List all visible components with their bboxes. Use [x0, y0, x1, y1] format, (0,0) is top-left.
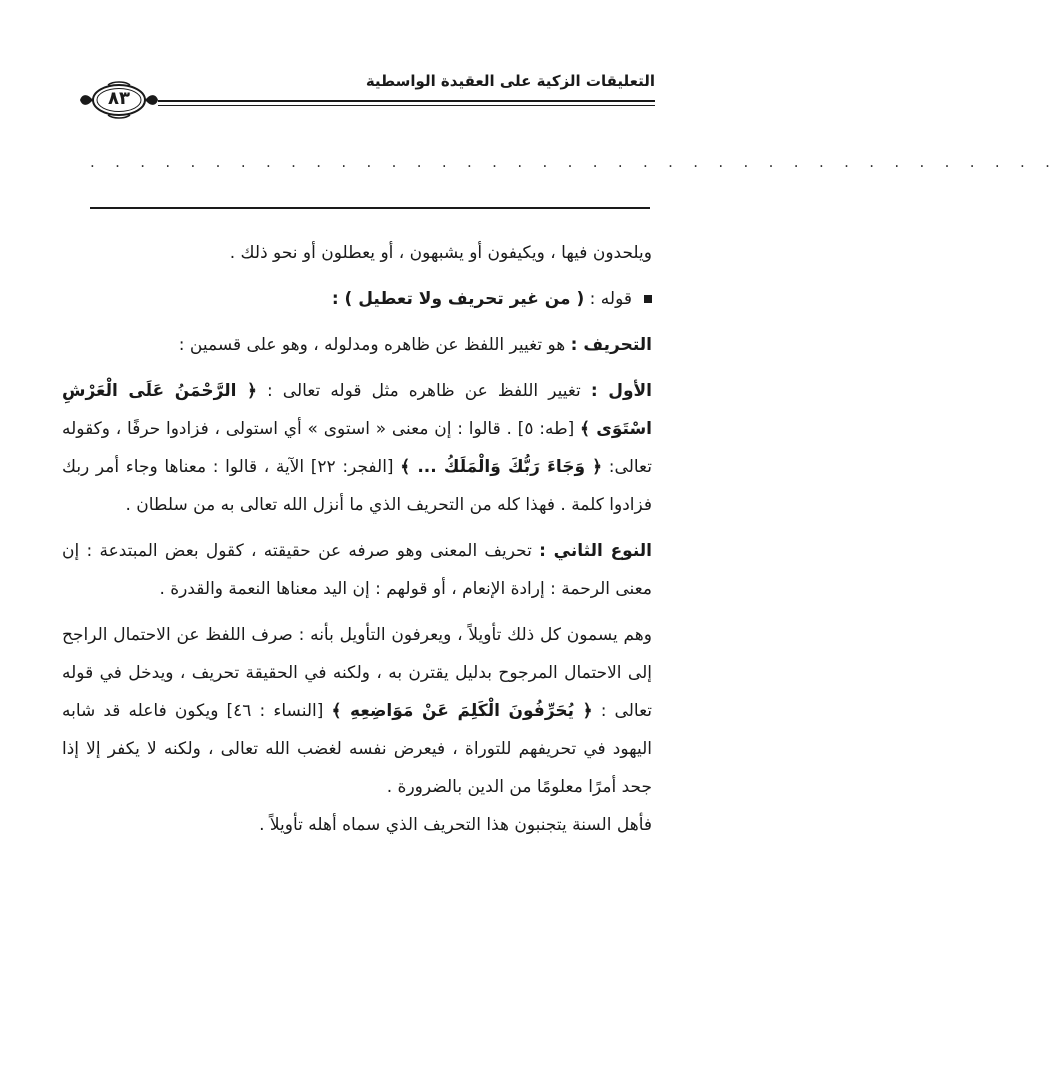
paragraph-quote-heading: [62, 280, 652, 318]
first-type-text-1: تغيير اللفظ عن ظاهره مثل قوله تعالى :: [256, 381, 591, 401]
quote-text: ( من غير تحريف ولا تعطيل ) :: [331, 289, 585, 309]
definition-text: هو تغيير اللفظ عن ظاهره ومدلوله ، وهو على قسمين :: [178, 335, 571, 355]
section-divider: [90, 207, 650, 209]
paragraph-intro: ويلحدون فيها ، ويكيفون أو يشبهون ، أو يعطلون أو نحو ذلك .: [229, 243, 652, 263]
tawil-text-2: [النساء : ٤٦] ويكون فاعله قد شابه اليهود في تحريفهم للتوراة ، فيعرض نفسه لغضب الله تعالى ، ولكنه لا يكفر إلا إذا جحد أمرًا معلومًا من الدين بالضرورة .: [62, 701, 652, 797]
dotted-divider: . . . . . . . . . . . . . . . . . . . . . . . . . . . . . . . . . . . . . . .: [90, 153, 1058, 171]
quote-lead: قوله :: [589, 289, 632, 309]
verse-istawa: ﴿ الرَّحْمَنُ عَلَى الْعَرْشِ اسْتَوَى ﴾: [62, 381, 652, 439]
paragraph-definition: [62, 326, 652, 364]
paragraph-second-type: [62, 532, 652, 608]
term-second: النوع الثاني :: [539, 541, 652, 561]
page-body: [62, 234, 652, 844]
verse-yuharrifun: ﴿ يُحَرِّفُونَ الْكَلِمَ عَنْ مَوَاضِعِهِ ﴾: [331, 701, 593, 721]
verse-wajaa: ﴿ وَجَاءَ رَبُّكَ وَالْمَلَكُ ... ﴾: [400, 457, 603, 477]
page-header: [70, 66, 655, 136]
first-type-text-3: [الفجر: ٢٢] الآية ، قالوا : معناها وجاء أمر ربك فزادوا كلمة . فهذا كله من التحريف الذي ما أنزل الله تعالى به من سلطان .: [62, 457, 652, 515]
second-type-text: تحريف المعنى وهو صرفه عن حقيقته ، كقول بعض المبتدعة : إن معنى الرحمة : إرادة الإنعام ، أو قولهم : إن اليد معناها النعمة والقدرة .: [62, 541, 652, 599]
paragraph-conclusion: فأهل السنة يتجنبون هذا التحريف الذي سماه أهله تأويلاً .: [259, 815, 652, 835]
paragraph-first-type: [62, 372, 652, 524]
page-number-badge: [78, 80, 160, 120]
term-first: الأول :: [590, 381, 652, 401]
bullet-icon: [644, 295, 652, 303]
first-type-text-2: [طه: ٥] . قالوا : إن معنى « استوى » أي استولى ، فزادوا حرفًا ، وكقوله تعالى:: [62, 419, 652, 477]
running-title: التعليقات الزكية على العقيدة الواسطية: [365, 72, 655, 90]
tawil-text-1: وهم يسمون كل ذلك تأويلاً ، ويعرفون التأويل بأنه : صرف اللفظ عن الاحتمال الراجح إلى الاحتمال المرجوح بدليل يقترن به ، ولكنه في الحقيقة تحريف ، ويدخل في قوله تعالى :: [62, 625, 653, 721]
header-rule: [158, 100, 655, 106]
term-tahrif: التحريف :: [570, 335, 652, 355]
page-number: ٨٣: [108, 88, 130, 109]
paragraph-tawil: [62, 616, 652, 806]
